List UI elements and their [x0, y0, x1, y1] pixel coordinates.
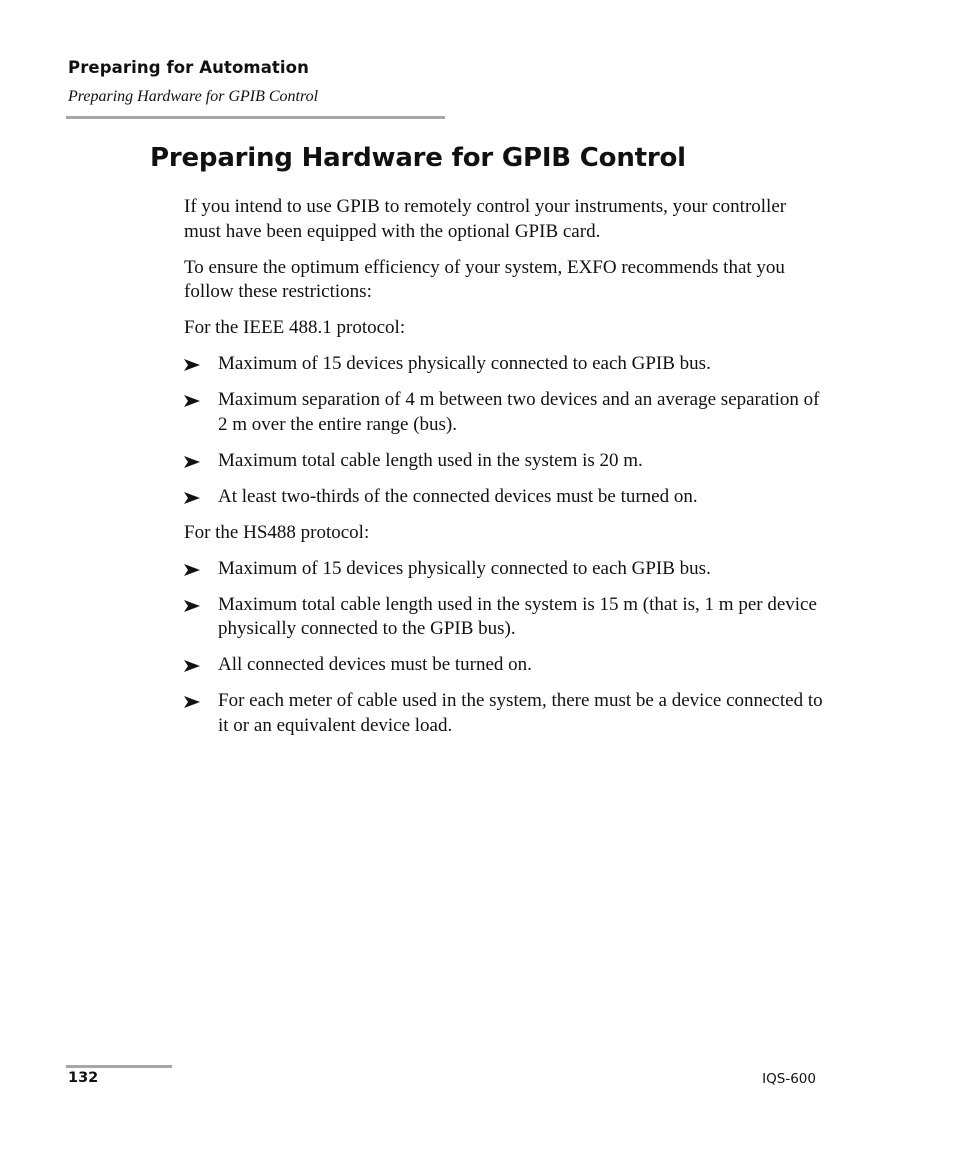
right-arrowhead-icon [184, 449, 200, 468]
intro-paragraph: If you intend to use GPIB to remotely control your instruments, your controller must have been equipped with the optional GPIB card. [184, 196, 787, 242]
list-item [184, 449, 824, 474]
list-item [184, 593, 824, 642]
right-arrowhead-icon [184, 593, 200, 612]
running-header-section: Preparing Hardware for GPIB Control [68, 88, 319, 105]
page-title: Preparing Hardware for GPIB Control [150, 143, 686, 173]
group-lead: For the HS488 protocol: [184, 521, 370, 543]
group-lead: For the IEEE 488.1 protocol: [184, 317, 406, 338]
list-item [184, 388, 824, 437]
right-arrowhead-icon [184, 388, 200, 407]
list-item-text: For each meter of cable used in the system, there must be a device connected to it or an equivalent device load. [218, 690, 823, 736]
bullet-list [184, 352, 824, 509]
page-number: 132 [68, 1070, 99, 1086]
header-divider [66, 116, 445, 119]
product-name: IQS-600 [762, 1071, 816, 1087]
list-item-text: Maximum total cable length used in the system is 20 m. [218, 449, 643, 471]
bullet-list [184, 557, 824, 739]
right-arrowhead-icon [184, 352, 200, 371]
right-arrowhead-icon [184, 689, 200, 708]
list-item [184, 485, 824, 510]
right-arrowhead-icon [184, 557, 200, 576]
list-item-text: Maximum of 15 devices physically connected to each GPIB bus. [218, 353, 711, 374]
list-item-text: Maximum separation of 4 m between two devices and an average separation of 2 m over the entire range (bus). [218, 389, 820, 435]
list-item-text: Maximum total cable length used in the system is 15 m (that is, 1 m per device physically connected to the GPIB bus). [218, 593, 817, 639]
body-text [184, 195, 824, 750]
footer-divider [66, 1065, 172, 1068]
running-header-chapter: Preparing for Automation [68, 58, 309, 77]
list-item [184, 557, 824, 582]
list-item-text: At least two-thirds of the connected devices must be turned on. [218, 485, 698, 507]
intro-paragraph: To ensure the optimum efficiency of your system, EXFO recommends that you follow these restrictions: [184, 256, 785, 302]
list-item-text: All connected devices must be turned on. [218, 654, 532, 675]
right-arrowhead-icon [184, 485, 200, 504]
list-item [184, 653, 824, 678]
list-item [184, 352, 824, 377]
list-item-text: Maximum of 15 devices physically connected to each GPIB bus. [218, 557, 711, 579]
right-arrowhead-icon [184, 653, 200, 672]
list-item [184, 689, 824, 738]
